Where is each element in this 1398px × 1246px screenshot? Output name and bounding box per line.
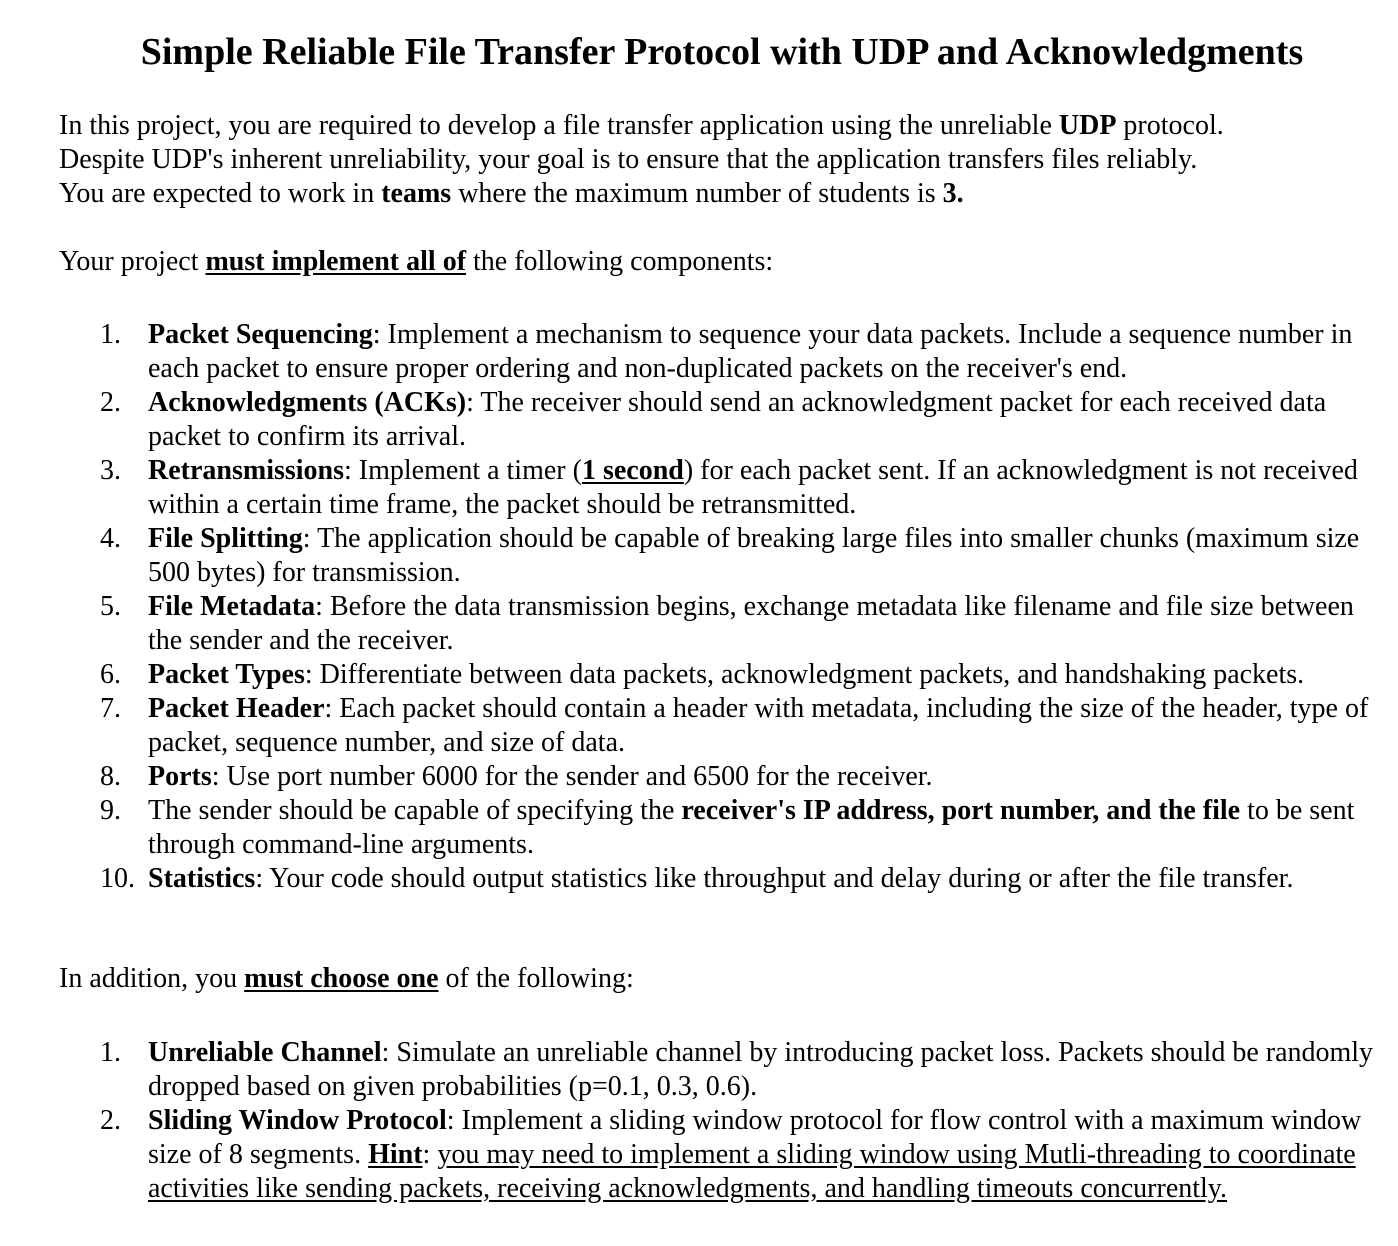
item-term: Unreliable Channel — [148, 1037, 382, 1068]
list-item — [0, 454, 1388, 522]
list-number: 4. — [100, 523, 121, 554]
item-text: : Simulate an unreliable channel by introducing packet loss. Packets should be randomly dropped based on given probabilities (p=0.1, 0.3, 0.6). — [148, 1037, 1374, 1102]
item-text: : The application should be capable of breaking large files into smaller chunks (maximum size 500 bytes) for transmission. — [148, 523, 1360, 588]
list-item — [0, 386, 1388, 454]
list-number: 1. — [100, 1037, 121, 1068]
list-item — [0, 760, 1388, 794]
list-number: 10. — [100, 863, 135, 894]
lead-text: the following components: — [466, 246, 774, 277]
item-text: to be sent through command-line arguments. — [148, 795, 1355, 860]
list-number: 9. — [100, 795, 121, 826]
lead-text: Your project — [59, 246, 206, 277]
item-text: : Your code should output statistics like throughput and delay during or after the file transfer. — [255, 863, 1294, 894]
list-item — [0, 522, 1388, 590]
hint-colon: : — [422, 1139, 438, 1170]
item-term: File Metadata — [148, 591, 316, 622]
cli-args-emphasis: receiver's IP address, port number, and the file — [681, 795, 1241, 826]
item-text: : Use port number 6000 for the sender and 6500 for the receiver. — [211, 761, 933, 792]
list-number: 3. — [100, 455, 121, 486]
requirements-lead — [59, 245, 773, 279]
list-number: 1. — [100, 319, 121, 350]
item-term: Packet Types — [148, 659, 305, 690]
timer-emphasis: 1 second — [581, 455, 684, 486]
intro-udp-emphasis: UDP — [1058, 110, 1117, 141]
intro-line-2: Despite UDP's inherent unreliability, your goal is to ensure that the application transfers files reliably. — [59, 144, 1198, 175]
intro-line-1 — [59, 109, 1379, 143]
options-list — [0, 1036, 1388, 1206]
item-text: : Differentiate between data packets, acknowledgment packets, and handshaking packets. — [304, 659, 1305, 690]
list-item — [0, 658, 1388, 692]
list-item — [0, 692, 1388, 760]
hint-text: you may need to implement a sliding window using Mutli-threading to coordinate activities like sending packets, receiving acknowledgments, and handling timeouts concurrently. — [148, 1139, 1356, 1204]
lead-emphasis: must choose one — [244, 963, 439, 994]
list-item — [0, 318, 1388, 386]
lead-text: of the following: — [438, 963, 634, 994]
list-item — [0, 862, 1388, 896]
list-number: 2. — [100, 1105, 121, 1136]
document-title: Simple Reliable File Transfer Protocol with UDP and Acknowledgments — [140, 31, 1304, 73]
list-number: 7. — [100, 693, 121, 724]
intro-paragraph — [59, 109, 1379, 211]
list-item — [0, 794, 1388, 862]
list-item — [0, 1036, 1388, 1104]
options-lead — [59, 962, 634, 996]
item-term: Packet Header — [148, 693, 325, 724]
item-text: : Implement a mechanism to sequence your data packets. Include a sequence number in each packet to ensure proper ordering and non-duplicated packets on the receiver's end. — [148, 319, 1353, 384]
intro-teams-emphasis: teams — [381, 178, 452, 209]
hint-label: Hint — [368, 1139, 423, 1170]
intro-text: protocol. — [1116, 110, 1224, 141]
item-term: Ports — [148, 761, 212, 792]
item-text: : Each packet should contain a header with metadata, including the size of the header, type of packet, sequence number, and size of data. — [148, 693, 1369, 758]
item-text: : The receiver should send an acknowledgment packet for each received data packet to confirm its arrival. — [148, 387, 1327, 452]
item-text: ) for each packet sent. If an acknowledgment is not received within a certain time frame, the packet should be retransmitted. — [148, 455, 1358, 520]
item-term: Retransmissions — [148, 455, 345, 486]
list-number: 6. — [100, 659, 121, 690]
list-number: 8. — [100, 761, 121, 792]
item-term: Packet Sequencing — [148, 319, 373, 350]
item-term: Acknowledgments (ACKs) — [148, 387, 467, 418]
item-term: Sliding Window Protocol — [148, 1105, 447, 1136]
list-number: 5. — [100, 591, 121, 622]
intro-max-students: 3. — [942, 178, 964, 209]
intro-text: You are expected to work in — [59, 178, 382, 209]
list-number: 2. — [100, 387, 121, 418]
list-item — [0, 1104, 1388, 1206]
item-term: Statistics — [148, 863, 256, 894]
intro-text: In this project, you are required to develop a file transfer application using the unreliable — [59, 110, 1059, 141]
item-text: The sender should be capable of specifying the — [148, 795, 682, 826]
item-text: : Implement a sliding window protocol for flow control with a maximum window size of 8 segments. — [148, 1105, 1362, 1170]
intro-text: where the maximum number of students is — [451, 178, 943, 209]
item-text: : Implement a timer ( — [344, 455, 582, 486]
lead-emphasis: must implement all of — [205, 246, 467, 277]
list-item — [0, 590, 1388, 658]
requirements-list — [0, 318, 1388, 896]
intro-line-3 — [59, 177, 1379, 211]
item-term: File Splitting — [148, 523, 303, 554]
lead-text: In addition, you — [59, 963, 245, 994]
item-text: : Before the data transmission begins, exchange metadata like filename and file size between the sender and the receiver. — [148, 591, 1354, 656]
